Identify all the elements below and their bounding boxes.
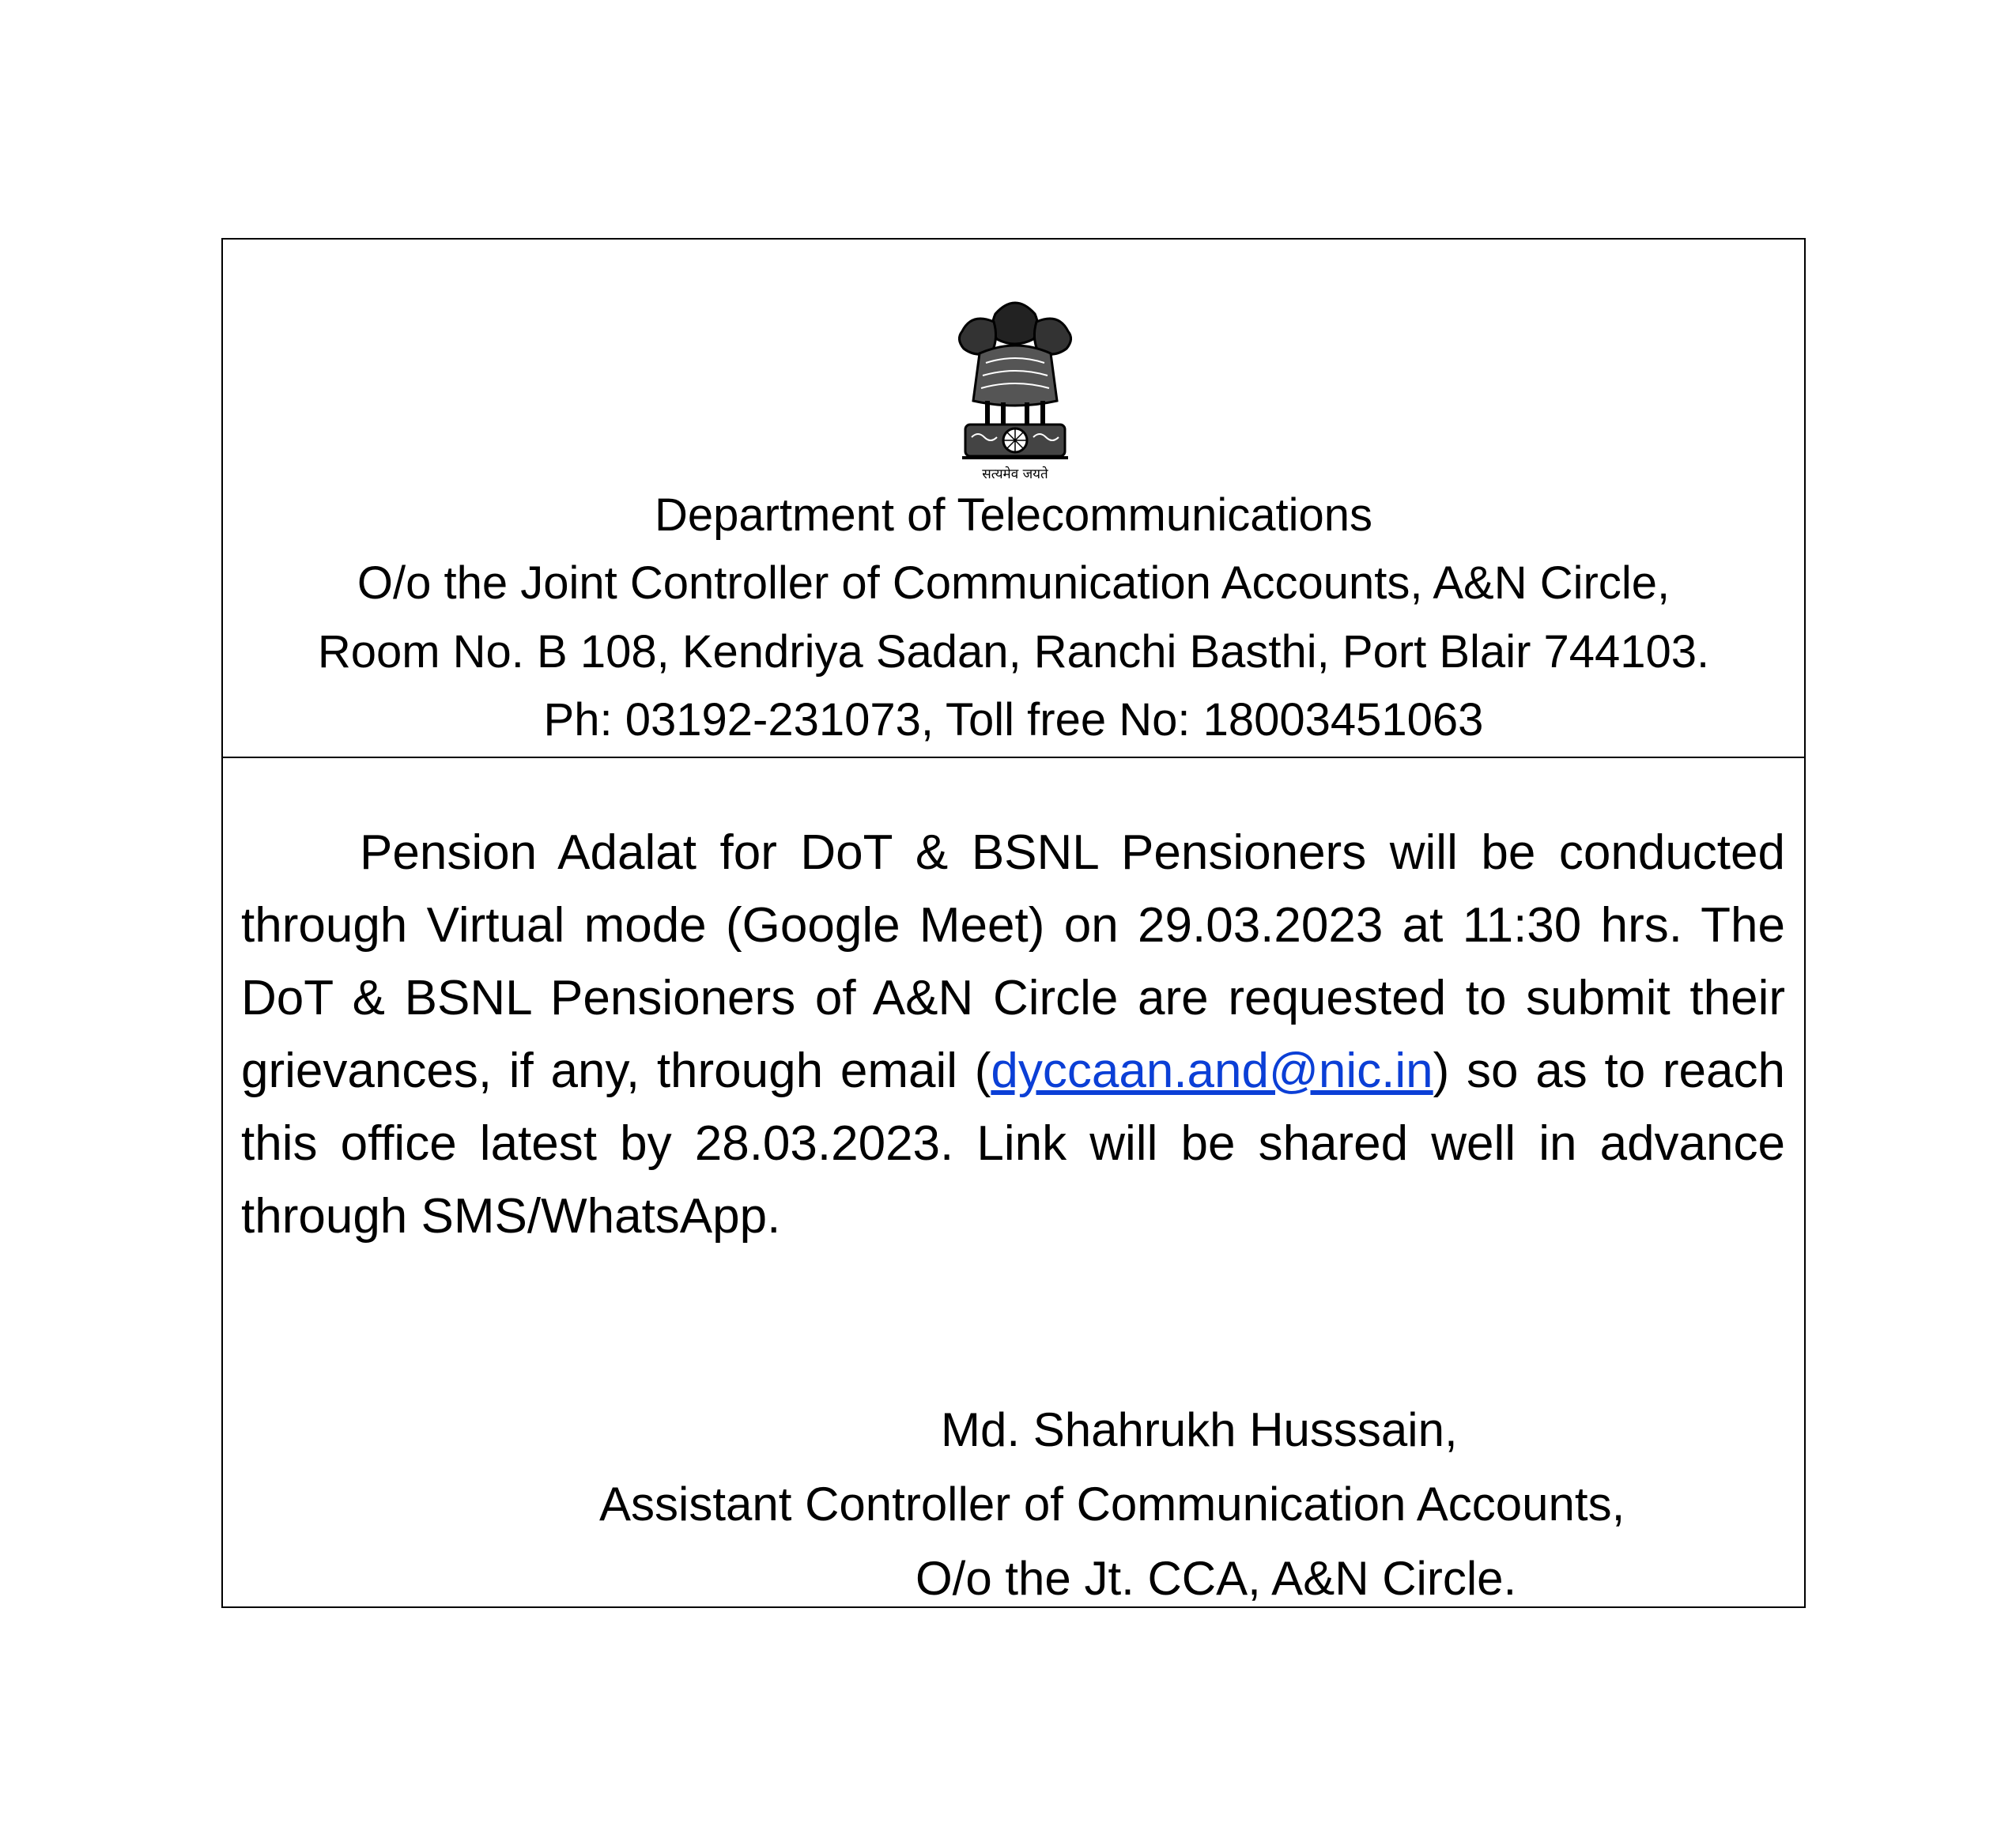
notice-text-part-2: ) so as to reach this office latest by 28.03.2023. Link will be shared well in advance through SMS/WhatsApp. [241,1044,1786,1244]
signatory-office: O/o the Jt. CCA, A&N Circle. [916,1552,1517,1605]
signatory-designation: Assistant Controller of Communication Accounts, [599,1478,1625,1531]
office-address: Room No. B 108, Kendriya Sadan, Ranchi Basthi, Port Blair 744103. [317,626,1710,678]
letterhead [223,240,1804,758]
notice-box [221,238,1806,1608]
notice-text-part-1: Pension Adalat for DoT & BSNL Pensioners will be conducted through Virtual mode (Google Meet) on 29.03.2023 at 11:30 hrs. The DoT & BSNL Pensioners of A&N Circle are requested to submit their grievances, if any, through email ( [241,825,1785,1098]
department-name: Department of Telecommunications [654,489,1373,541]
national-emblem-icon [948,290,1082,472]
email-link[interactable]: dyccaan.and@nic.in [991,1044,1433,1098]
notice-paragraph [241,817,1785,1253]
emblem-motto: सत्यमेव जयते [982,466,1048,482]
office-name: O/o the Joint Controller of Communication Accounts, A&N Circle, [357,557,1671,609]
signatory-name: Md. Shahrukh Husssain, [941,1403,1458,1456]
office-phone: Ph: 03192-231073, Toll free No: 18003451063 [543,694,1484,746]
